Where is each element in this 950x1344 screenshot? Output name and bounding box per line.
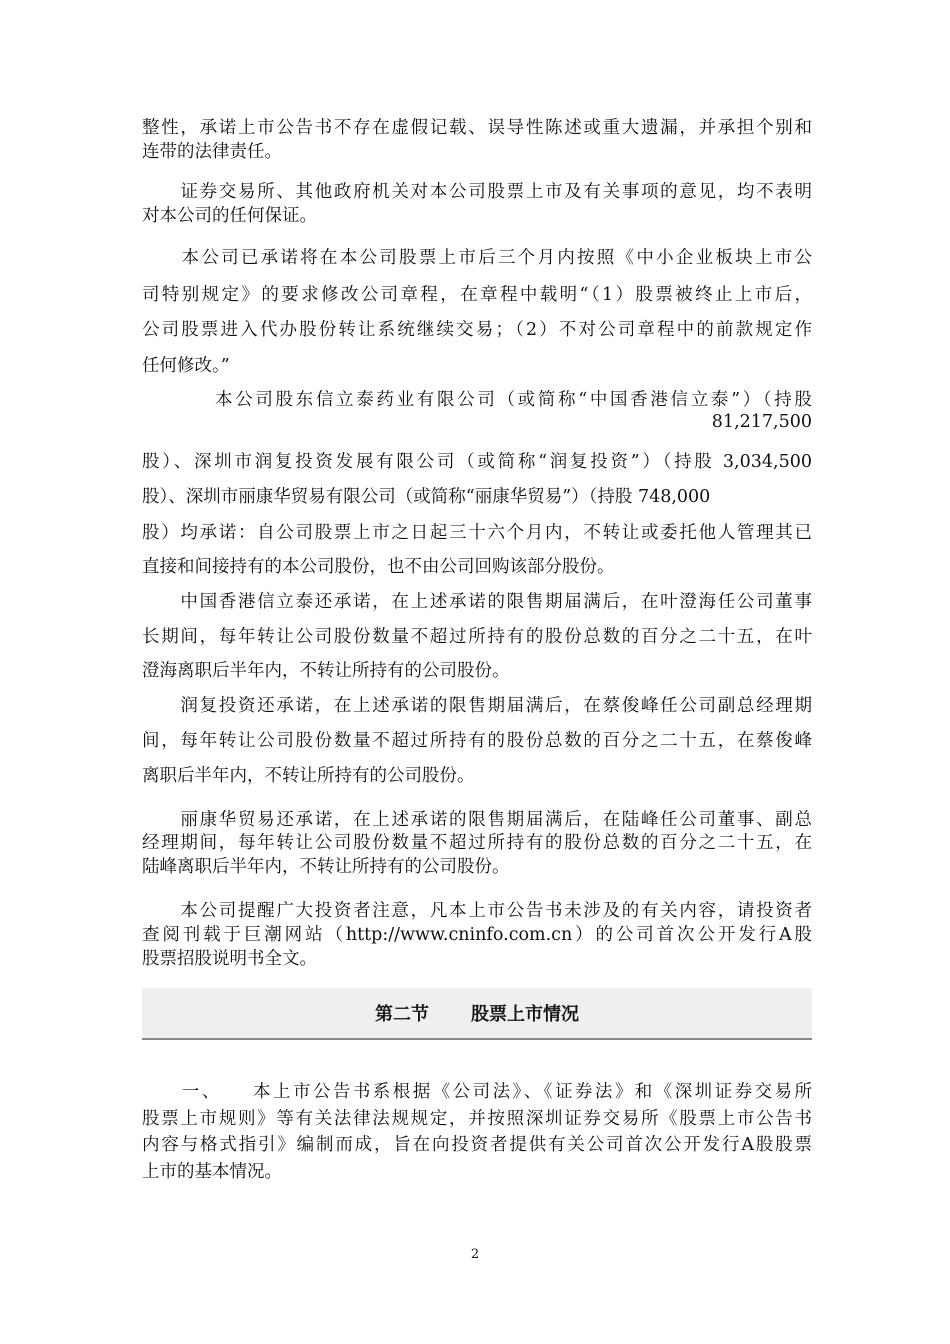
paragraph-0-line: 连带的法律责任。 [142,142,282,162]
paragraph-3-line: 81,217,500 [711,412,812,432]
paragraph-2-line: 本公司已承诺将在本公司股票上市后三个月内按照《中小企业板块上市公 [142,248,812,268]
section-heading [142,988,812,1040]
paragraph-5-line: 间，每年转让公司股份数量不超过所持有的股份总数的百分之二十五，在蔡俊峰 [142,731,812,751]
paragraph-3-line: 股）均承诺：自公司股票上市之日起三十六个月内，不转让或委托他人管理其已 [142,523,812,543]
section-number: 第二节 [375,1004,429,1025]
paragraph-0-line: 整性，承诺上市公告书不存在虚假记载、误导性陈述或重大遗漏，并承担个别和 [142,118,812,138]
paragraph-8-line: 内容与格式指引》编制而成，旨在向投资者提供有关公司首次公开发行A股股票 [142,1135,812,1155]
paragraph-6-line: 经理期间，每年转让公司股份数量不超过所持有的股份总数的百分之二十五，在 [142,833,812,853]
paragraph-1-line: 证券交易所、其他政府机关对本公司股票上市及有关事项的意见，均不表明 [142,182,812,202]
paragraph-3-line: 股）、深圳市润复投资发展有限公司（或简称“润复投资”）（持股 3,034,500 [142,452,812,472]
paragraph-7-line: 股票招股说明书全文。 [142,949,317,969]
paragraph-4-line: 中国香港信立泰还承诺，在上述承诺的限售期届满后，在叶澄海任公司董事 [142,592,812,612]
paragraph-7-line: 查阅刊载于巨潮网站（http://www.cninfo.com.cn）的公司首次公开发行A股 [142,925,812,945]
paragraph-8-line: 一、 本上市公告书系根据《公司法》、《证券法》和《深圳证券交易所 [142,1082,812,1102]
paragraph-5-line: 润复投资还承诺，在上述承诺的限售期届满后，在蔡俊峰任公司副总经理期 [142,696,812,716]
paragraph-6-line: 陆峰离职后半年内，不转让所持有的公司股份。 [142,857,510,877]
paragraph-1-line: 对本公司的任何保证。 [142,206,317,226]
paragraph-3-line: 股）、深圳市丽康华贸易有限公司（或简称“丽康华贸易”）（持股 748,000 [142,487,711,507]
paragraph-4-line: 长期间，每年转让公司股份数量不超过所持有的股份总数的百分之二十五，在叶 [142,627,812,647]
paragraph-2-line: 公司股票进入代办股份转让系统继续交易；（2）不对公司章程中的前款规定作 [142,320,812,340]
paragraph-2-line: 任何修改。” [142,356,230,376]
paragraph-4-line: 澄海离职后半年内，不转让所持有的公司股份。 [142,661,510,681]
paragraph-5-line: 离职后半年内，不转让所持有的公司股份。 [142,766,475,786]
paragraph-7-line: 本公司提醒广大投资者注意，凡本上市公告书未涉及的有关内容，请投资者 [142,901,812,921]
paragraph-3-line: 直接和间接持有的本公司股份，也不由公司回购该部分股份。 [142,557,615,577]
paragraph-2-line: 司特别规定》的要求修改公司章程，在章程中载明“（1）股票被终止上市后， [142,285,812,305]
paragraph-6-line: 丽康华贸易还承诺，在上述承诺的限售期届满后，在陆峰任公司董事、副总 [142,810,812,830]
page-number: 2 [470,1247,480,1262]
paragraph-8-line: 股票上市规则》等有关法律法规规定，并按照深圳证券交易所《股票上市公告书 [142,1109,812,1129]
paragraph-3-line: 本公司股东信立泰药业有限公司（或简称“中国香港信立泰”）（持股 [215,390,812,410]
section-title: 股票上市情况 [471,1004,579,1025]
paragraph-8-line: 上市的基本情况。 [142,1162,282,1182]
